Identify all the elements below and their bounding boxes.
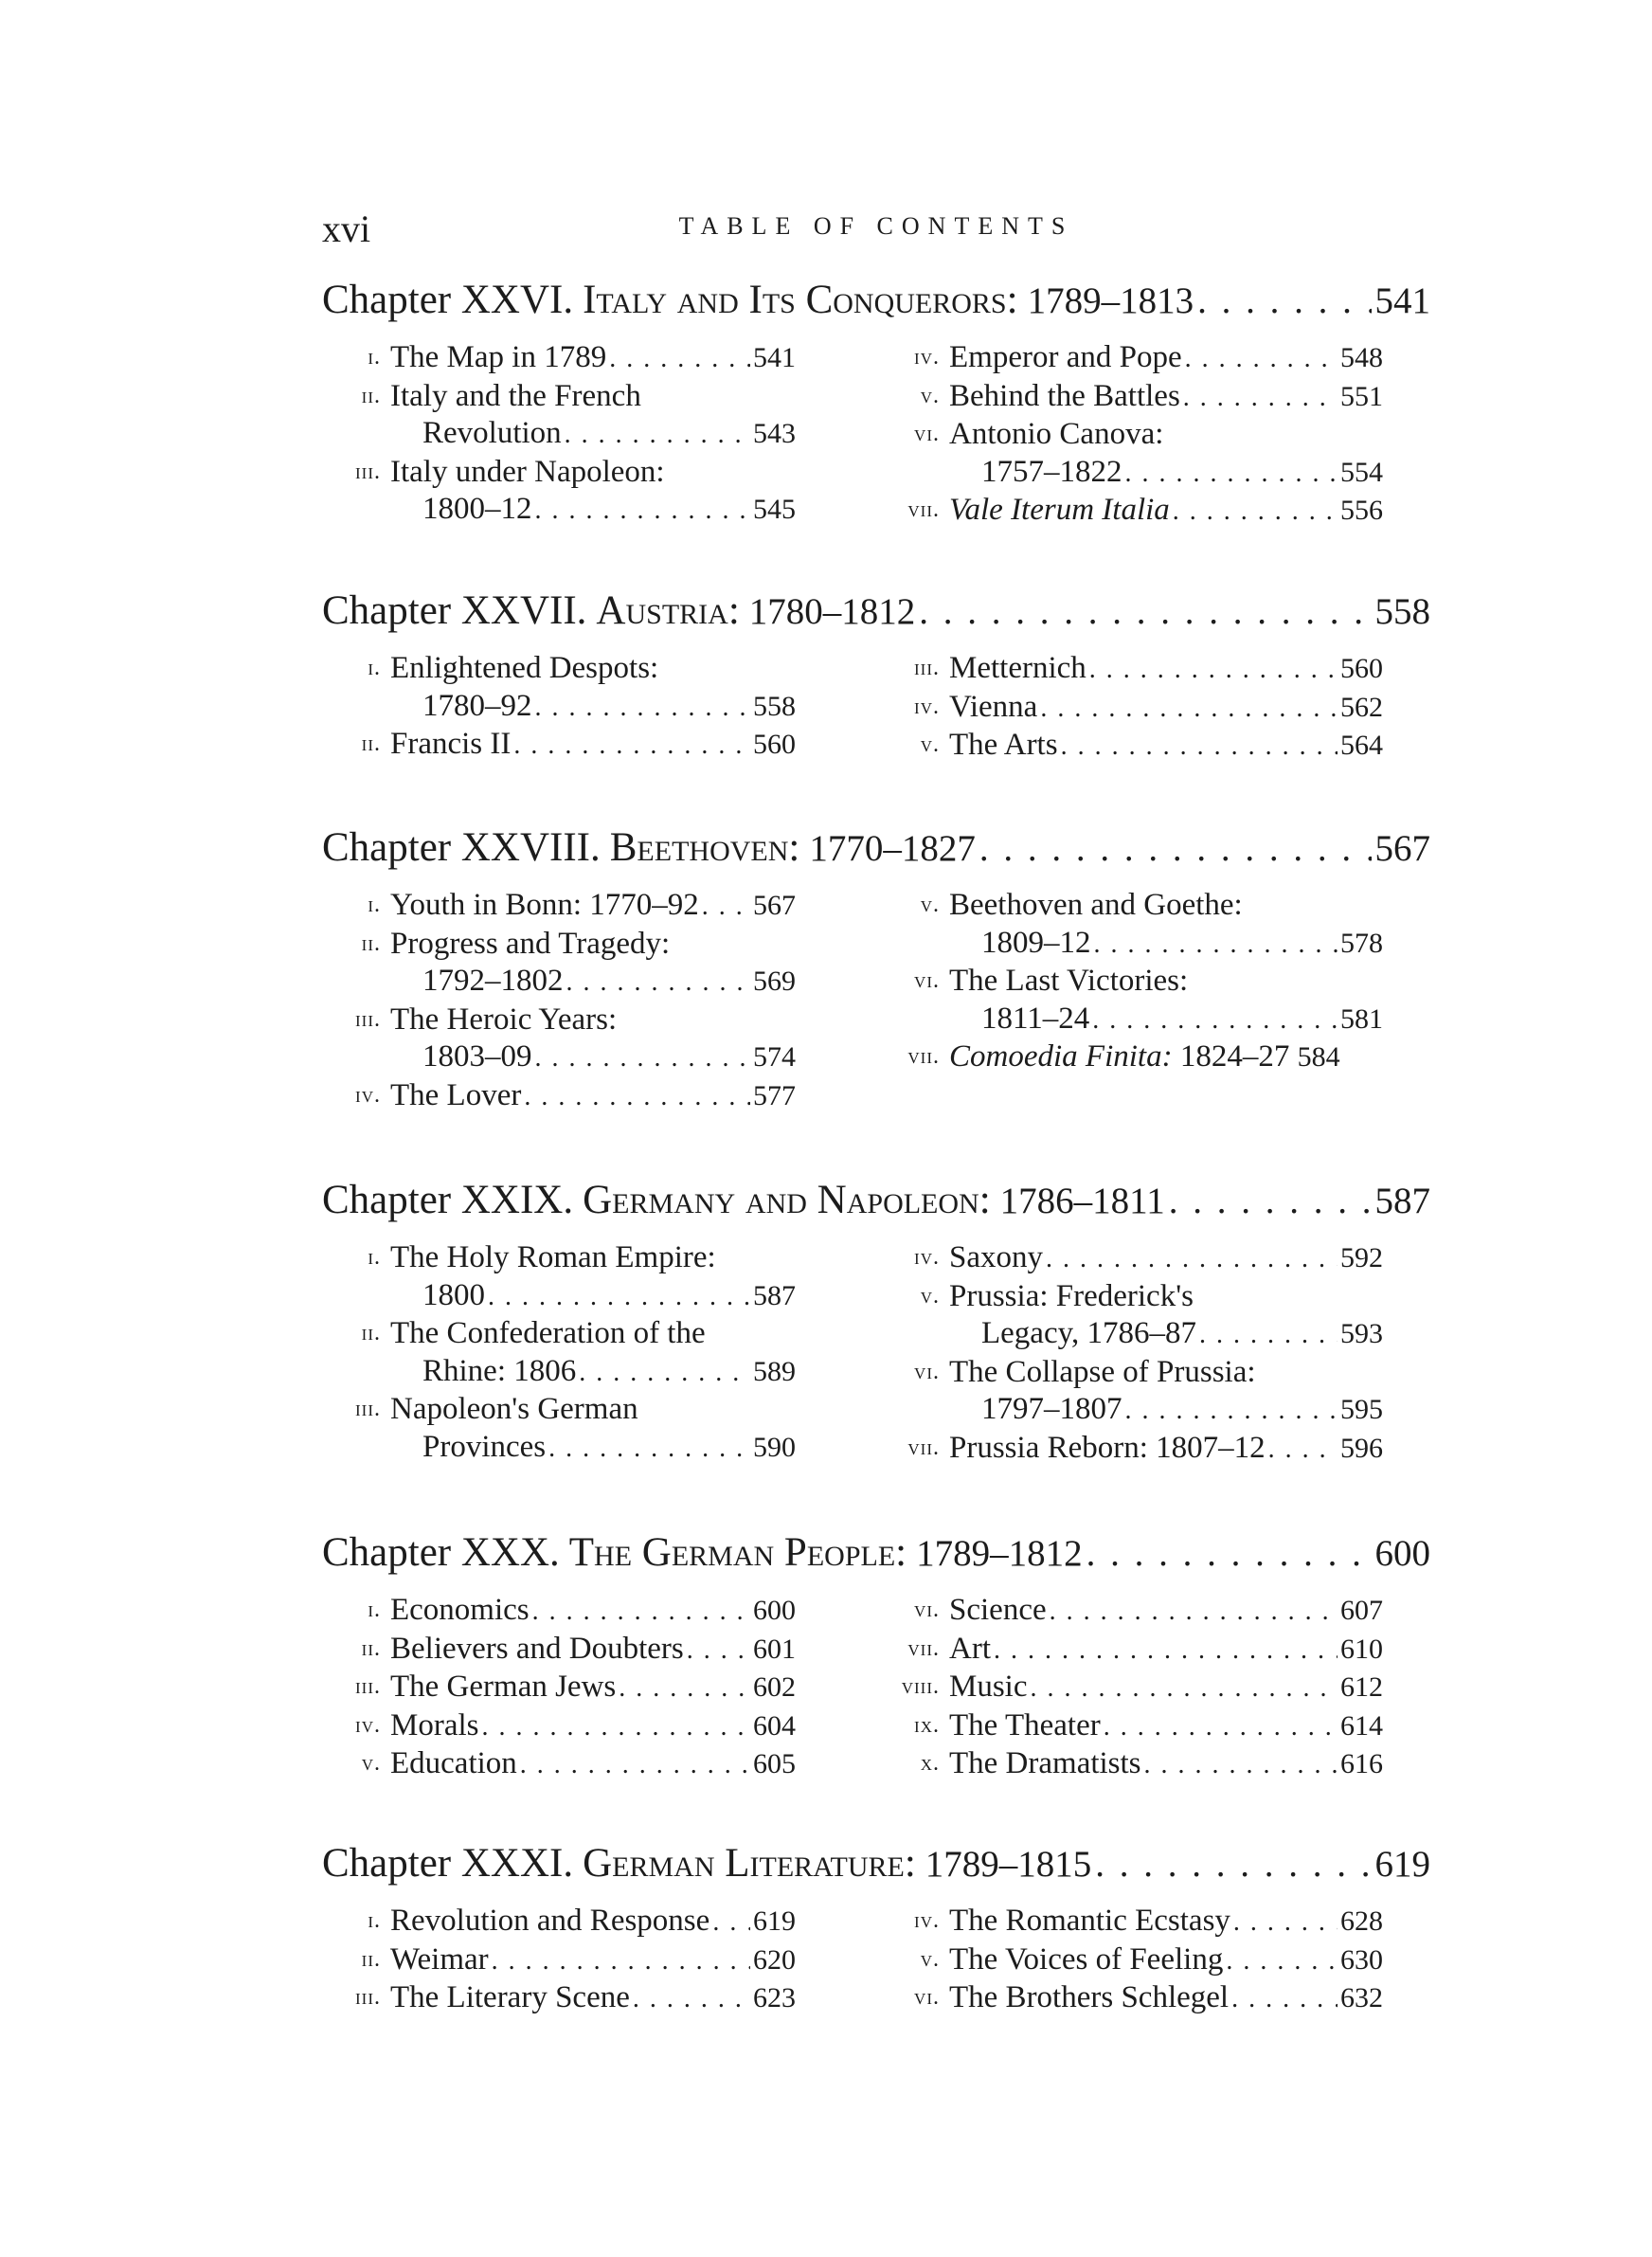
section-column-left <box>322 339 796 530</box>
dot-leader <box>520 1746 750 1784</box>
section-page: 569 <box>753 966 796 997</box>
section-title-cont: 1824–27 <box>1179 1039 1290 1074</box>
section-entry[interactable] <box>881 1278 1383 1354</box>
section-column-left <box>322 1903 796 2018</box>
dot-leader <box>532 1593 750 1631</box>
chapter-xxix <box>322 1177 1430 1465</box>
section-title-cont: 1797–1807 <box>981 1392 1122 1426</box>
dot-leader <box>513 727 750 765</box>
section-entry[interactable] <box>881 1038 1383 1076</box>
section-title: The Last Victories: <box>949 964 1189 998</box>
dot-leader <box>492 1942 750 1980</box>
section-entry[interactable] <box>322 1979 796 2018</box>
section-numeral: vi. <box>914 1598 940 1622</box>
dot-leader <box>524 1078 750 1116</box>
section-title: The Heroic Years: <box>390 1002 618 1037</box>
section-numeral: iv. <box>914 1245 940 1270</box>
section-title: Economics <box>390 1593 530 1627</box>
section-page: 567 <box>753 890 796 921</box>
section-page: 587 <box>753 1279 796 1311</box>
dot-leader <box>1197 280 1371 322</box>
section-entry[interactable] <box>322 339 796 378</box>
chapter-years: 1789–1815 <box>925 1844 1092 1885</box>
dot-leader <box>1050 1593 1338 1631</box>
section-page: 593 <box>1340 1318 1383 1349</box>
section-title: Antonio Canova: <box>949 417 1164 451</box>
section-page: 564 <box>1340 730 1383 761</box>
section-numeral: iv. <box>914 345 940 370</box>
chapter-page: 600 <box>1374 1533 1430 1574</box>
section-numeral: iii. <box>355 1674 381 1699</box>
section-page: 605 <box>753 1748 796 1779</box>
section-entry[interactable] <box>322 1002 796 1077</box>
section-numeral: iii. <box>355 459 381 484</box>
dot-leader <box>1040 690 1338 728</box>
dot-leader <box>482 1708 751 1746</box>
section-entry[interactable] <box>881 1354 1383 1430</box>
dot-leader <box>566 964 751 1002</box>
section-entry[interactable] <box>881 1707 1383 1746</box>
chapter-page: 587 <box>1374 1181 1430 1221</box>
section-title-cont: 1800 <box>422 1277 485 1312</box>
section-page: 554 <box>1340 456 1383 488</box>
section-numeral: x. <box>920 1751 940 1776</box>
section-title: The Collapse of Prussia: <box>949 1354 1256 1389</box>
section-entry[interactable] <box>322 1745 796 1784</box>
section-page: 558 <box>753 690 796 722</box>
chapter-number: Chapter XXVI. <box>322 278 574 322</box>
section-page: 630 <box>1340 1943 1383 1976</box>
section-numeral: iv. <box>914 1908 940 1933</box>
section-title: The Lover <box>390 1077 522 1112</box>
section-page: 562 <box>1340 691 1383 723</box>
section-column-right <box>881 1239 1383 1468</box>
dot-leader <box>535 689 751 727</box>
section-title-cont: 1792–1802 <box>422 964 564 998</box>
section-entry[interactable] <box>881 339 1383 378</box>
section-entry[interactable] <box>322 650 796 726</box>
section-page: 604 <box>753 1709 796 1742</box>
chapter-heading[interactable] <box>322 1177 1430 1234</box>
chapter-page: 619 <box>1374 1844 1430 1885</box>
section-title: Revolution and Response <box>390 1904 710 1938</box>
section-entry[interactable] <box>881 378 1383 417</box>
dot-leader <box>1089 651 1338 689</box>
chapter-title: Germany and Napoleon: <box>583 1178 991 1222</box>
dot-leader <box>1169 1180 1372 1222</box>
section-title: Comoedia Finita: <box>949 1039 1173 1074</box>
section-page: 584 <box>1297 1041 1340 1073</box>
section-numeral: ii. <box>361 930 381 956</box>
section-numeral: vi. <box>914 1359 940 1384</box>
section-entry[interactable] <box>881 416 1383 492</box>
section-title: Vale Iterum Italia <box>949 493 1170 527</box>
section-numeral: iii. <box>355 1006 381 1032</box>
section-numeral: iii. <box>914 656 940 680</box>
section-title: Metternich <box>949 651 1086 685</box>
section-entry[interactable] <box>322 378 796 454</box>
section-entry[interactable] <box>322 1631 796 1670</box>
section-entry[interactable] <box>881 1669 1383 1707</box>
section-numeral: vii. <box>907 1044 940 1069</box>
section-title-cont: Revolution <box>422 416 562 450</box>
dot-leader <box>687 1632 750 1670</box>
section-numeral: vii. <box>907 1435 940 1460</box>
section-page: 589 <box>753 1355 796 1387</box>
dot-leader <box>994 1632 1338 1670</box>
section-title: Napoleon's German <box>390 1392 638 1426</box>
section-entry[interactable] <box>881 1903 1383 1941</box>
dot-leader <box>1095 1843 1371 1886</box>
section-title-cont: 1803–09 <box>422 1039 532 1074</box>
section-title: Behind the Battles <box>949 378 1180 413</box>
section-numeral: iv. <box>914 694 940 719</box>
chapter-number: Chapter XXVII. <box>322 588 587 633</box>
section-page: 541 <box>753 342 796 373</box>
section-numeral: ii. <box>361 1946 381 1972</box>
section-entry[interactable] <box>881 1979 1383 2018</box>
section-page: 577 <box>753 1079 796 1111</box>
section-numeral: vi. <box>914 968 940 993</box>
section-page: 607 <box>1340 1595 1383 1626</box>
section-page: 600 <box>753 1595 796 1626</box>
section-title: The Voices of Feeling <box>949 1941 1224 1977</box>
section-title-cont: 1800–12 <box>422 492 532 526</box>
section-column-right <box>881 339 1383 531</box>
chapter-page: 567 <box>1374 828 1430 869</box>
chapter-number: Chapter XXVIII. <box>322 825 601 870</box>
section-entry[interactable] <box>322 1239 796 1315</box>
chapter-xxviii <box>322 824 1430 1112</box>
section-numeral: i. <box>368 1245 381 1270</box>
section-numeral: ii. <box>361 1635 381 1661</box>
chapter-years: 1780–1812 <box>748 591 916 632</box>
section-page: 595 <box>1340 1394 1383 1425</box>
section-title-cont: 1811–24 <box>981 1001 1090 1036</box>
section-title: Education <box>390 1746 517 1780</box>
section-title: Believers and Doubters <box>390 1631 684 1666</box>
dot-leader <box>609 340 750 378</box>
section-title: Italy under Napoleon: <box>390 454 665 489</box>
section-title: The Holy Roman Empire: <box>390 1240 716 1274</box>
section-entry[interactable] <box>322 1941 796 1980</box>
dot-leader <box>1144 1746 1338 1784</box>
section-page: 616 <box>1340 1748 1383 1779</box>
section-page: 578 <box>1340 927 1383 959</box>
section-entry[interactable] <box>322 887 796 926</box>
dot-leader <box>1046 1240 1338 1278</box>
section-numeral: iii. <box>355 1397 381 1421</box>
section-entry[interactable] <box>322 1077 796 1116</box>
section-numeral: v. <box>920 383 940 408</box>
dot-leader <box>619 1670 750 1707</box>
section-column-left <box>322 1592 796 1784</box>
section-column-left <box>322 887 796 1115</box>
section-entry[interactable] <box>881 1592 1383 1631</box>
running-title: TABLE OF CONTENTS <box>678 212 1074 240</box>
chapter-xxvi <box>322 277 1430 527</box>
section-title: Enlightened Despots: <box>390 651 659 685</box>
dot-leader <box>1092 1002 1338 1039</box>
dot-leader <box>1199 1316 1338 1354</box>
chapter-number: Chapter XXIX. <box>322 1178 574 1222</box>
dot-leader <box>565 416 750 454</box>
section-numeral: i. <box>368 1908 381 1933</box>
section-page: 620 <box>753 1943 796 1976</box>
section-title-cont: Legacy, 1786–87 <box>981 1316 1196 1350</box>
section-title: Vienna <box>949 689 1038 724</box>
section-title: Youth in Bonn: 1770–92 <box>390 888 699 922</box>
section-page: 614 <box>1340 1709 1383 1742</box>
dot-leader <box>1183 379 1338 417</box>
section-numeral: iv. <box>355 1712 381 1738</box>
chapter-heading[interactable] <box>322 587 1430 644</box>
dot-leader <box>535 1039 751 1077</box>
section-page: 590 <box>753 1431 796 1463</box>
dot-leader <box>1226 1942 1338 1980</box>
section-page: 543 <box>753 418 796 449</box>
dot-leader <box>1104 1708 1338 1746</box>
section-title: The Brothers Schlegel <box>949 1980 1230 2014</box>
chapter-page: 541 <box>1374 280 1430 321</box>
section-page: 574 <box>753 1041 796 1073</box>
section-entry[interactable] <box>881 1239 1383 1278</box>
section-title-cont: Provinces <box>422 1429 547 1464</box>
section-title: The Confederation of the <box>390 1316 706 1350</box>
section-numeral: iii. <box>355 1985 381 2010</box>
chapter-years: 1770–1827 <box>809 828 976 869</box>
chapter-number: Chapter XXXI. <box>322 1841 574 1886</box>
dot-leader <box>1231 1980 1338 2018</box>
dot-leader <box>1173 493 1338 531</box>
section-page: 610 <box>1340 1633 1383 1665</box>
section-numeral: ii. <box>361 731 381 756</box>
section-entry[interactable] <box>881 963 1383 1038</box>
section-title: Prussia: Frederick's <box>949 1278 1194 1313</box>
section-title: Emperor and Pope <box>949 340 1182 374</box>
section-numeral: i. <box>368 345 381 370</box>
section-entry[interactable] <box>881 650 1383 689</box>
chapter-title: The German People: <box>568 1530 907 1575</box>
section-page: 601 <box>753 1633 796 1665</box>
dot-leader <box>1094 926 1338 964</box>
section-title: Weimar <box>390 1941 489 1977</box>
section-entry[interactable] <box>881 492 1383 531</box>
section-numeral: i. <box>368 1598 381 1622</box>
section-column-left <box>322 1239 796 1467</box>
dot-leader <box>535 492 751 530</box>
dot-leader <box>1061 728 1338 766</box>
chapter-years: 1789–1813 <box>1027 280 1194 321</box>
dot-leader <box>488 1278 750 1316</box>
chapter-years: 1786–1811 <box>999 1181 1165 1221</box>
section-entry[interactable] <box>322 1903 796 1941</box>
section-column-right <box>881 650 1383 766</box>
section-numeral: i. <box>368 656 381 680</box>
section-numeral: ii. <box>361 1321 381 1345</box>
section-numeral: i. <box>368 893 381 917</box>
chapter-number: Chapter XXX. <box>322 1530 560 1575</box>
chapter-heading[interactable] <box>322 1529 1430 1586</box>
section-page: 592 <box>1340 1242 1383 1273</box>
section-page: 556 <box>1340 495 1383 526</box>
dot-leader <box>633 1980 750 2018</box>
chapter-xxxi <box>322 1840 1430 2014</box>
section-column-right <box>881 887 1383 1076</box>
section-entry[interactable] <box>322 454 796 530</box>
section-title: Music <box>949 1670 1028 1704</box>
chapter-heading[interactable] <box>322 277 1430 334</box>
section-numeral: v. <box>920 732 940 757</box>
dot-leader <box>1233 1904 1338 1941</box>
dot-leader <box>1031 1670 1338 1707</box>
section-page: 596 <box>1340 1432 1383 1464</box>
section-title: The German Jews <box>390 1670 617 1704</box>
section-entry[interactable] <box>881 887 1383 963</box>
section-entry[interactable] <box>322 726 796 765</box>
chapter-title: German Literature: <box>583 1841 916 1886</box>
chapter-page: 558 <box>1374 591 1430 632</box>
section-column-left <box>322 650 796 765</box>
dot-leader <box>1125 1392 1338 1430</box>
chapter-xxx <box>322 1529 1430 1780</box>
section-entry[interactable] <box>881 1941 1383 1980</box>
section-page: 619 <box>753 1905 796 1937</box>
section-numeral: vi. <box>914 422 940 446</box>
section-numeral: vi. <box>914 1985 940 2010</box>
section-page: 632 <box>1340 1982 1383 2013</box>
section-entry[interactable] <box>322 1391 796 1467</box>
dot-leader <box>979 827 1372 870</box>
section-entry[interactable] <box>881 1631 1383 1670</box>
chapter-years: 1789–1812 <box>916 1533 1083 1574</box>
section-entry[interactable] <box>881 689 1383 728</box>
section-title: Saxony <box>949 1240 1043 1274</box>
chapter-title: Italy and Its Conquerors: <box>583 278 1018 322</box>
section-title: Beethoven and Goethe: <box>949 888 1243 922</box>
section-title: The Map in 1789 <box>390 340 607 374</box>
dot-leader <box>1125 455 1338 493</box>
section-page: 560 <box>753 729 796 760</box>
page-number: xvi <box>322 208 371 250</box>
section-title: The Arts <box>949 728 1058 762</box>
running-head <box>322 207 1430 254</box>
dot-leader <box>548 1430 750 1468</box>
chapter-heading[interactable] <box>322 1840 1430 1897</box>
section-numeral: vii. <box>907 497 940 522</box>
section-column-right <box>881 1592 1383 1784</box>
section-title: Progress and Tragedy: <box>390 926 671 961</box>
section-title: Science <box>949 1593 1047 1627</box>
section-title: The Dramatists <box>949 1746 1141 1780</box>
dot-leader <box>1086 1532 1372 1575</box>
dot-leader <box>919 590 1371 633</box>
section-title: Italy and the French <box>390 378 641 413</box>
dot-leader <box>702 888 750 926</box>
chapter-heading[interactable] <box>322 824 1430 881</box>
section-page: 623 <box>753 1982 796 2013</box>
section-numeral: viii. <box>901 1674 940 1699</box>
section-page: 581 <box>1340 1002 1383 1035</box>
section-entry[interactable] <box>322 1707 796 1746</box>
section-page: 545 <box>753 494 796 525</box>
section-title-cont: Rhine: 1806 <box>422 1353 577 1388</box>
section-entry[interactable] <box>322 1592 796 1631</box>
section-title: Francis II <box>390 727 512 761</box>
chapter-xxvii <box>322 587 1430 762</box>
dot-leader <box>1185 340 1338 378</box>
chapter-title: Beethoven: <box>609 825 800 870</box>
section-numeral: v. <box>920 1283 940 1309</box>
section-title: Prussia Reborn: 1807–12 <box>949 1430 1266 1465</box>
section-entry[interactable] <box>881 1745 1383 1784</box>
section-entry[interactable] <box>322 1315 796 1391</box>
section-numeral: ii. <box>361 383 381 408</box>
chapter-title: Austria: <box>596 588 740 633</box>
section-numeral: v. <box>361 1751 381 1776</box>
section-entry[interactable] <box>322 926 796 1002</box>
section-title: Morals <box>390 1707 479 1742</box>
section-page: 551 <box>1340 380 1383 412</box>
section-page: 560 <box>1340 653 1383 684</box>
section-numeral: vii. <box>907 1635 940 1661</box>
section-entry[interactable] <box>881 727 1383 766</box>
section-title-cont: 1757–1822 <box>981 454 1122 489</box>
section-numeral: ix. <box>914 1712 940 1738</box>
section-page: 602 <box>753 1671 796 1703</box>
dot-leader <box>579 1354 750 1392</box>
section-column-right <box>881 1903 1383 2018</box>
section-title-cont: 1780–92 <box>422 688 532 723</box>
section-page: 628 <box>1340 1905 1383 1937</box>
section-numeral: v. <box>920 893 940 917</box>
section-title: Art <box>949 1631 991 1666</box>
section-numeral: iv. <box>355 1082 381 1108</box>
section-title: The Theater <box>949 1707 1101 1742</box>
section-title: The Literary Scene <box>390 1980 630 2014</box>
section-entry[interactable] <box>881 1430 1383 1469</box>
dot-leader <box>712 1904 750 1941</box>
section-numeral: v. <box>920 1946 940 1972</box>
section-title: The Romantic Ecstasy <box>949 1904 1230 1938</box>
section-title-cont: 1809–12 <box>981 925 1091 960</box>
section-page: 548 <box>1340 342 1383 373</box>
dot-leader <box>1268 1431 1338 1469</box>
section-entry[interactable] <box>322 1669 796 1707</box>
section-page: 612 <box>1340 1671 1383 1703</box>
